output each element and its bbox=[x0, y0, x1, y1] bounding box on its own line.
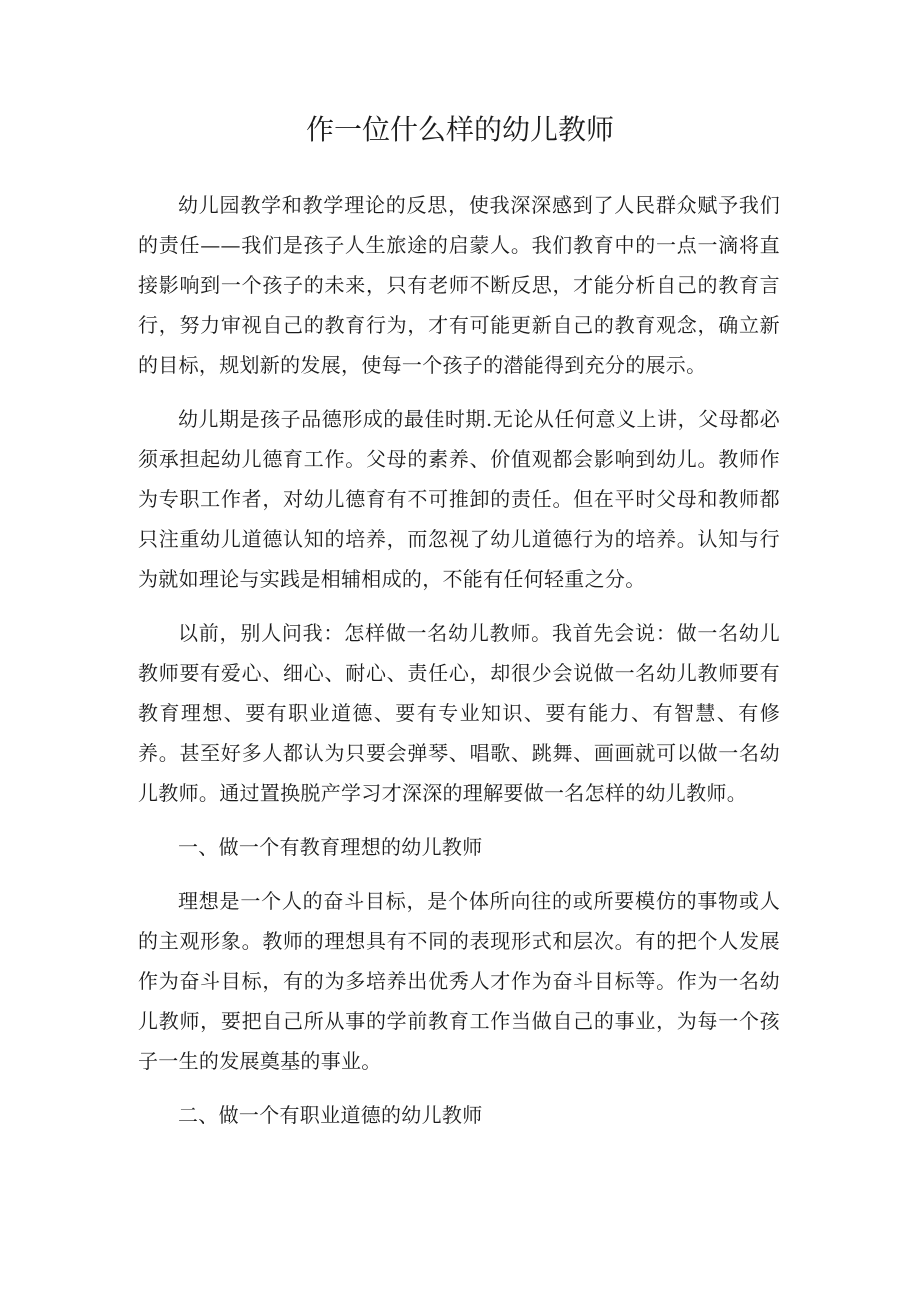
paragraph-2: 幼儿期是孩子品德形成的最佳时期.无论从任何意义上讲，父母都必须承担起幼儿德育工作。父母的素养、价值观都会影响到幼儿。教师作为专职工作者，对幼儿德育有不可推卸的责任。但在平时父母和教师都只注重幼儿道德认知的培养，而忽视了幼儿道德行为的培养。认知与行为就如理论与实践是相辅相成的，不能有任何轻重之分。 bbox=[138, 407, 780, 591]
document-body bbox=[138, 185, 801, 1149]
paragraph-3: 以前，别人问我：怎样做一名幼儿教师。我首先会说：做一名幼儿教师要有爱心、细心、耐心、责任心，却很少会说做一名幼儿教师要有教育理想、要有职业道德、要有专业知识、要有能力、有智慧、有修养。甚至好多人都认为只要会弹琴、唱歌、跳舞、画画就可以做一名幼儿教师。通过置换脱产学习才深深的理解要做一名怎样的幼儿教师。 bbox=[138, 621, 780, 805]
section-heading-1: 一、做一个有教育理想的幼儿教师 bbox=[178, 835, 483, 859]
section-heading-2: 二、做一个有职业道德的幼儿教师 bbox=[178, 1103, 483, 1127]
paragraph-1: 幼儿园教学和教学理论的反思，使我深深感到了人民群众赋予我们的责任——我们是孩子人生旅途的启蒙人。我们教育中的一点一滴将直接影响到一个孩子的未来，只有老师不断反思，才能分析自己的教育言行，努力审视自己的教育行为，才有可能更新自己的教育观念，确立新的目标，规划新的发展，使每一个孩子的潜能得到充分的展示。 bbox=[138, 193, 780, 377]
document-title: 作一位什么样的幼儿教师 bbox=[305, 113, 614, 146]
paragraph-4: 理想是一个人的奋斗目标，是个体所向往的或所要模仿的事物或人的主观形象。教师的理想具有不同的表现形式和层次。有的把个人发展 作为奋斗目标，有的为多培养出优秀人才作为奋斗目标等。作为一名幼 儿教师，要把自己所从事的学前教育工作当做自己的事业，为每一个孩子一生的发展奠基的事业。 bbox=[138, 889, 801, 1073]
